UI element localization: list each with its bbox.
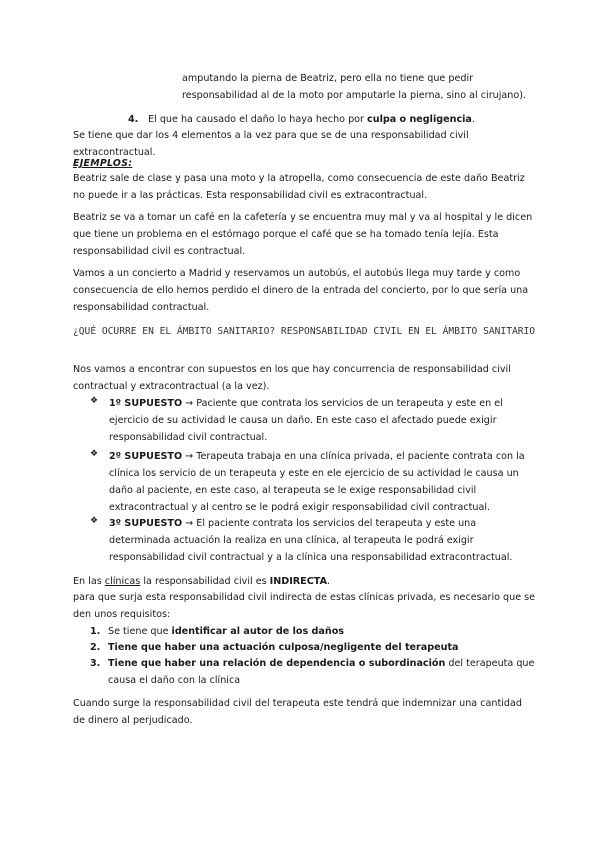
list-item-4 [128,111,548,128]
clinicas-sentence [73,573,543,590]
requisito-pre: Se tiene que [108,626,172,637]
list-item-end: . [471,114,475,125]
clinicas-pre: En las [73,576,105,587]
requisito-number: 2. [90,642,101,653]
intro-paragraph: Nos vamos a encontrar con supuestos en los que hay concurrencia de responsabilidad civil contractual y extracontractual (a la vez). [73,364,511,392]
examples-colon: : [128,158,133,169]
list-number: 4. [128,114,139,125]
continuation-text: amputando la pierna de Beatriz, pero ella no tiene que pedir responsabilidad al de la moto por amputarle la pierna, sino al cirujano). [182,73,527,101]
supuesto-text: Terapeuta trabaja en una clínica privada, el paciente contrata con la clínica los servicio de un terapeuta y este en ele ejercicio de su actividad le causa un daño al paciente, en este caso, al terapeuta se le exige responsabilidad civil extracontractual y al centro se le podrá exigir responsabilidad civil contractual. [109,451,525,513]
arrow-icon: → [182,451,197,462]
clinicas-end: . [327,576,331,587]
example-paragraph-1: Beatriz sale de clase y pasa una moto y la atropella, como consecuencia de este daño Beatriz no puede ir a las prácticas. Esta responsabilidad civil es extracontractual. [73,173,525,201]
requisito-bold: Tiene que haber una relación de dependencia o subordinación [108,658,446,669]
requisito-number: 3. [90,658,101,669]
arrow-icon: → [182,398,197,409]
diamond-bullet-icon: ❖ [90,396,99,406]
requisito-bold: identificar al autor de los daños [171,626,345,637]
supuesto-label: 3º SUPUESTO [109,518,183,529]
supuesto-label: 2º SUPUESTO [109,451,183,462]
clinicas-underlined: clínicas [104,576,141,587]
clinicas-mid: la responsabilidad civil es [140,576,270,587]
requirement-note: Se tiene que dar los 4 elementos a la vez para que se de una responsabilidad civil extracontractual. [73,130,469,158]
final-paragraph: Cuando surge la responsabilidad civil del terapeuta este tendrá que indemnizar una cantidad de dinero al perjudicado. [73,698,522,726]
supuesto-label: 1º SUPUESTO [109,398,183,409]
list-item-bold: culpa o negligencia [367,114,472,125]
section-heading: ¿QUÉ OCURRE EN EL ÁMBITO SANITARIO? RESPONSABILIDAD CIVIL EN EL ÁMBITO SANITARIO [73,326,536,337]
diamond-bullet-icon: ❖ [90,516,99,526]
example-paragraph-2: Beatriz se va a tomar un café en la cafetería y se encuentra muy mal y va al hospital y le dicen que tiene un problema en el estómago porque el café que se ha tomado tenía lejía. Esta responsabilidad civil es contractual. [73,212,533,257]
diamond-bullet-icon: ❖ [90,449,99,459]
arrow-icon: → [182,518,197,529]
example-paragraph-3: Vamos a un concierto a Madrid y reservamos un autobús, el autobús llega muy tarde y como consecuencia de ello hemos perdido el dinero de la entrada del concierto, por lo que sería una responsabilidad contractual. [73,268,529,313]
requisitos-intro: para que surja esta responsabilidad civil indirecta de estas clínicas privada, es necesario que se den unos requisitos: [73,592,536,620]
examples-title: EJEMPLOS [73,158,129,169]
list-item-text: El que ha causado el daño lo haya hecho por [148,114,368,125]
supuesto-text: El paciente contrata los servicios del terapeuta y este una determinada actuación la realiza en una clínica, al terapeuta le podrá exigir responsabilidad civil contractual y a la clínica una responsabilidad extracontractual. [109,518,513,563]
requisito-bold: Tiene que haber una actuación culposa/negligente del terapeuta [108,642,459,653]
requisito-number: 1. [90,626,101,637]
supuesto-text: Paciente que contrata los servicios de un terapeuta y este en el ejercicio de su actividad le causa un daño. En este caso el afectado puede exigir responsabilidad civil contractual. [109,398,503,443]
clinicas-bold: INDIRECTA [269,576,327,587]
requisito-post: del terapeuta que causa el daño con la clínica [108,658,535,686]
